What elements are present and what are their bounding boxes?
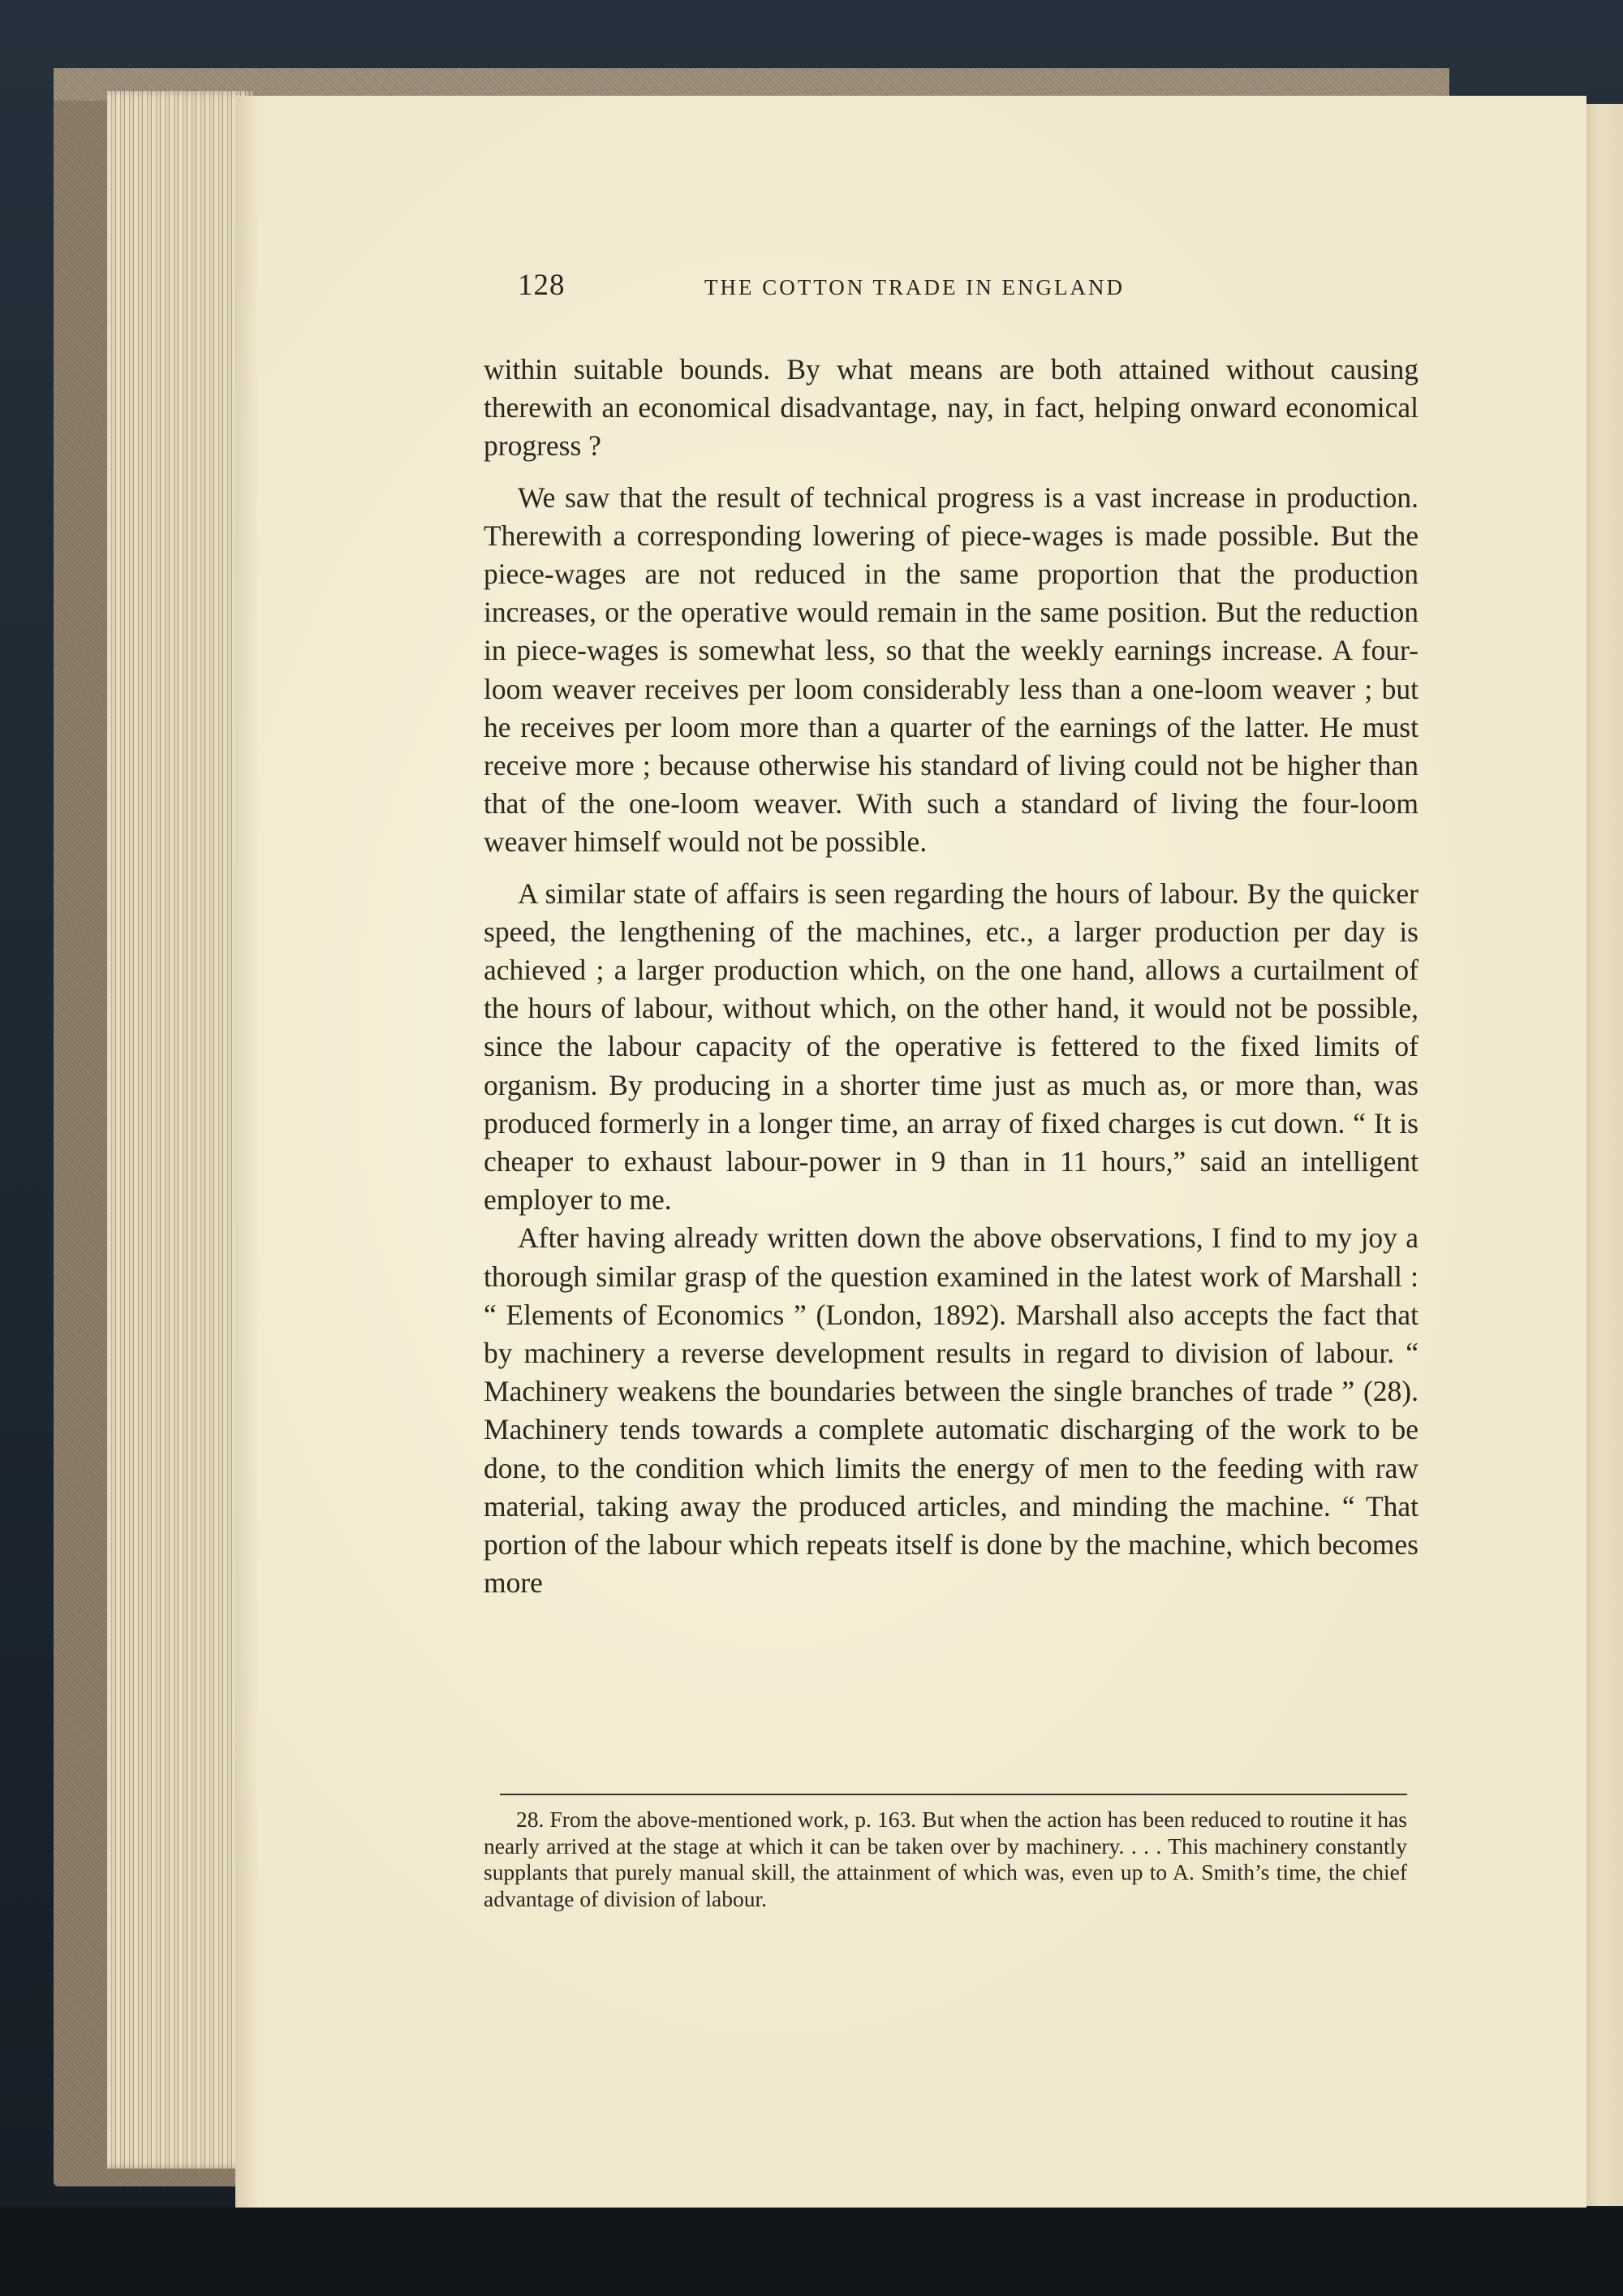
paragraph: A similar state of affairs is seen regarding the hours of labour. By the quicker speed, the lengthening of the machines, etc., a larger production per day is achieved ; a larger production which, on the one hand, allows a curtailment of the hours of labour, without which, on the other hand, it would not be possible, since the labour capacity of the operative is fettered to the fixed limits of organism. By producing in a shorter time just as much as, or more than, was produced formerly in a longer time, an array of fixed charges is cut down. “ It is cheaper to exhaust labour-power in 9 than in 11 hours,” said an intelligent employer to me. — [484, 877, 1419, 1217]
paragraph: within suitable bounds. By what means are both attained without causing therewith an economical disadvantage, nay, in fact, helping onward economical progress ? — [484, 353, 1419, 463]
body-text — [484, 351, 1419, 1603]
paragraph: We saw that the result of technical progress is a vast increase in production. Therewith a corresponding lowering of piece-wages is made possible. But the piece-wages are not reduced in the same proportion that the production increases, or the operative would remain in the same position. But the reduction in piece-wages is somewhat less, so that the weekly earnings increase. A four-loom weaver receives per loom considerably less than a one-loom weaver ; but he receives per loom more than a quarter of the earnings of the latter. He must receive more ; because otherwise his standard of living could not be higher than that of the one-loom weaver. With such a standard of living the four-loom weaver himself would not be possible. — [484, 480, 1419, 859]
page-number: 128 — [518, 269, 566, 302]
footnote-divider — [500, 1794, 1407, 1795]
footnotes — [484, 1807, 1407, 1912]
page-edges — [107, 91, 253, 2169]
paragraph: After having already written down the above observations, I find to my joy a thorough similar grasp of the question examined in the latest work of Marshall : “ Elements of Economics ” (London, 1892). Marshall also accepts the fact that by machinery a reverse development results in regard to division of labour. “ Machinery weakens the boundaries between the single branches of trade ” (28). Machinery tends towards a complete automatic discharging of the work to be done, to the condition which limits the energy of men to the feeding with raw material, taking away the produced articles, and minding the machine. “ That portion of the labour which repeats itself is done by the machine, which becomes more — [484, 1221, 1419, 1600]
footnote: 28. From the above-mentioned work, p. 163. But when the action has been reduced to routine it has nearly arrived at the stage at which it can be taken over by machinery. . . . This machinery constantly supplants that purely manual skill, the attainment of which was, even up to A. Smith’s time, the chief advantage of division of labour. — [484, 1807, 1407, 1911]
running-title: THE COTTON TRADE IN ENGLAND — [704, 275, 1125, 299]
scan-bottom-shadow — [0, 2208, 1623, 2296]
facing-page-edge — [1581, 104, 1623, 2206]
